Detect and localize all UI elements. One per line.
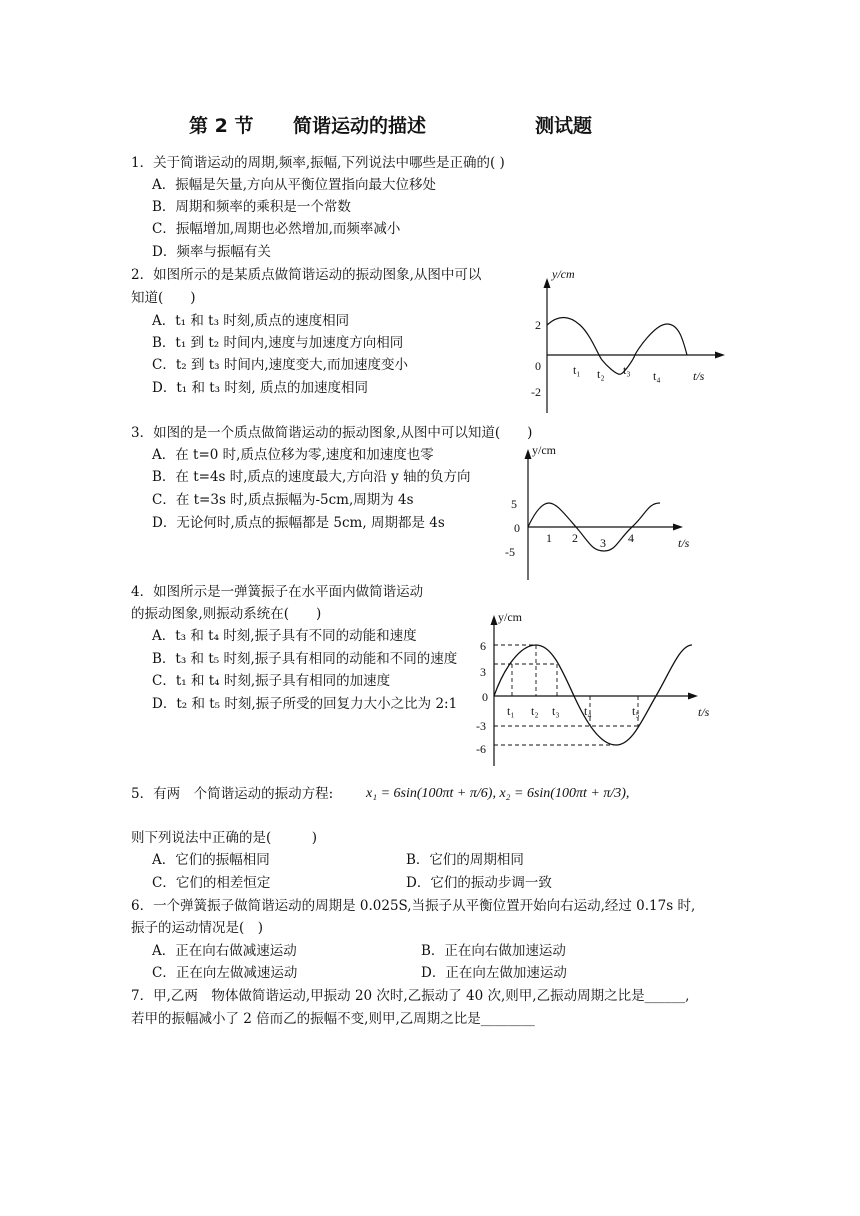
q2-xtick-t3: t₃ — [623, 363, 631, 377]
q7-line1: 7．甲,乙两 物体做简谐运动,甲振动 20 次时,乙振动了 40 次,则甲,乙振动周期之比是______, — [131, 988, 690, 1004]
q2-option-d: D．t₁ 和 t₃ 时刻, 质点的加速度相同 — [152, 380, 368, 396]
q4-stem-line1: 4．如图所示是一弹簧振子在水平面内做简谐运动 — [131, 584, 424, 600]
q2-y-arrow — [544, 278, 551, 288]
title-section: 第 2 节 — [189, 115, 254, 137]
q2-graph — [525, 268, 725, 418]
q1-option-c: C．振幅增加,周期也必然增加,而频率减小 — [152, 221, 401, 237]
q3-x-arrow — [673, 524, 683, 531]
q4-option-c: C．t₁ 和 t₄ 时刻,振子具有相同的加速度 — [152, 673, 391, 689]
q5-option-b: B．它们的周期相同 — [406, 852, 524, 868]
q1-option-d: D．频率与振幅有关 — [152, 244, 271, 260]
q2-xtick-t2: t₂ — [597, 367, 605, 381]
q4-y-arrow — [491, 615, 498, 625]
q5-option-c: C．它们的相差恒定 — [152, 875, 271, 891]
q2-stem-line1: 2．如图所示的是某质点做简谐运动的振动图象,从图中可以 — [131, 267, 482, 283]
q3-ytick-5: 5 — [511, 497, 517, 511]
title-kind: 测试题 — [535, 115, 593, 137]
q2-option-c: C．t₂ 到 t₃ 时间内,速度变大,而加速度变小 — [152, 357, 408, 373]
q2-ytick-0: 0 — [535, 359, 541, 373]
q2-stem-line2: 知道( ) — [131, 290, 196, 306]
q3-xtick-2: 2 — [572, 531, 578, 545]
q4-option-a: A．t₃ 和 t₄ 时刻,振子具有不同的动能和速度 — [152, 628, 417, 644]
q4-y-label: y/cm — [498, 610, 522, 624]
q7-line2: 若甲的振幅减小了 2 倍而乙的振幅不变,则甲,乙周期之比是________ — [131, 1011, 535, 1027]
q4-x-arrow — [688, 693, 698, 700]
q4-stem-line2: 的振动图象,则振动系统在( ) — [131, 606, 322, 622]
q4-xtick-t3: t₃ — [552, 704, 560, 718]
q4-ytick-neg6: -6 — [476, 742, 486, 756]
q1-stem: 1．关于简谐运动的周期,频率,振幅,下列说法中哪些是正确的( ) — [131, 155, 505, 171]
q6-stem-line2: 振子的运动情况是( ) — [131, 920, 264, 936]
q2-y-label: y/cm — [552, 267, 575, 281]
q4-option-d: D．t₂ 和 t₅ 时刻,振子所受的回复力大小之比为 2:1 — [152, 696, 458, 712]
q2-x-label: t/s — [693, 369, 705, 383]
q6-option-b: B．正在向右做加速运动 — [421, 943, 566, 959]
q3-xtick-1: 1 — [546, 531, 552, 545]
q5-option-d: D．它们的振动步调一致 — [406, 875, 552, 891]
q2-ytick-neg2: -2 — [531, 385, 541, 399]
q2-xtick-t1: t₁ — [573, 363, 581, 377]
q4-option-b: B．t₃ 和 t₅ 时刻,振子具有相同的动能和不同的速度 — [152, 651, 458, 667]
q4-xtick-t4: t₄ — [584, 704, 592, 718]
q3-ytick-0: 0 — [514, 521, 520, 535]
q2-xtick-t4: t₄ — [653, 369, 661, 383]
q6-option-d: D．正在向左做加速运动 — [421, 965, 567, 981]
q3-graph — [500, 440, 700, 585]
q4-ytick-neg3: -3 — [476, 719, 486, 733]
q2-curve — [547, 318, 687, 375]
q4-xtick-t2: t₂ — [531, 704, 539, 718]
q3-xtick-3: 3 — [600, 536, 606, 550]
q3-ytick-neg5: -5 — [505, 545, 515, 559]
q3-option-d: D．无论何时,质点的振幅都是 5cm, 周期都是 4s — [152, 515, 445, 531]
q4-guide-lines — [494, 645, 638, 745]
q4-ytick-0: 0 — [482, 690, 488, 704]
q4-ytick-3: 3 — [480, 665, 486, 679]
q4-x-label: t/s — [698, 705, 710, 719]
q6-option-c: C．正在向左做减速运动 — [152, 965, 298, 981]
q1-option-a: A．振幅是矢量,方向从平衡位置指向最大位移处 — [152, 177, 437, 193]
q3-option-b: B．在 t=4s 时,质点的速度最大,方向沿 y 轴的负方向 — [152, 469, 471, 485]
q6-stem-line1: 6．一个弹簧振子做简谐运动的周期是 0.025S,当振子从平衡位置开始向右运动,经过 0.17s 时, — [131, 898, 696, 914]
q3-y-label: y/cm — [532, 443, 556, 457]
q6-option-a: A．正在向右做减速运动 — [152, 943, 297, 959]
q4-xtick-t5: t₅ — [632, 704, 640, 718]
q5-option-a: A．它们的振幅相同 — [152, 852, 270, 868]
q3-stem: 3．如图的是一个质点做简谐运动的振动图象,从图中可以知道( ) — [131, 425, 533, 441]
q3-x-label: t/s — [678, 536, 690, 550]
q2-option-a: A．t₁ 和 t₃ 时刻,质点的速度相同 — [152, 313, 350, 329]
q5-stem: 5．有两 个简谐运动的振动方程: — [131, 786, 334, 802]
q2-ytick-2: 2 — [535, 318, 541, 332]
q4-ytick-6: 6 — [480, 639, 486, 653]
q3-option-c: C．在 t=3s 时,质点振幅为-5cm,周期为 4s — [152, 492, 414, 508]
q1-option-b: B．周期和频率的乘积是一个常数 — [152, 199, 351, 215]
q5-stem2: 则下列说法中正确的是( ) — [131, 830, 318, 846]
q3-option-a: A．在 t=0 时,质点位移为零,速度和加速度也零 — [152, 447, 434, 463]
title-topic: 简谐运动的描述 — [293, 115, 427, 137]
q4-curve — [494, 645, 692, 745]
q5-formula: x₁ = 6sin(100πt + π/6), x₂ = 6sin(100πt + π/3), — [366, 786, 630, 801]
q2-x-arrow — [715, 352, 725, 359]
q4-xtick-t1: t₁ — [507, 704, 515, 718]
q3-y-arrow — [525, 449, 532, 459]
q3-xtick-4: 4 — [628, 531, 634, 545]
q2-option-b: B．t₁ 到 t₂ 时间内,速度与加速度方向相同 — [152, 335, 404, 351]
q4-graph — [470, 608, 720, 768]
